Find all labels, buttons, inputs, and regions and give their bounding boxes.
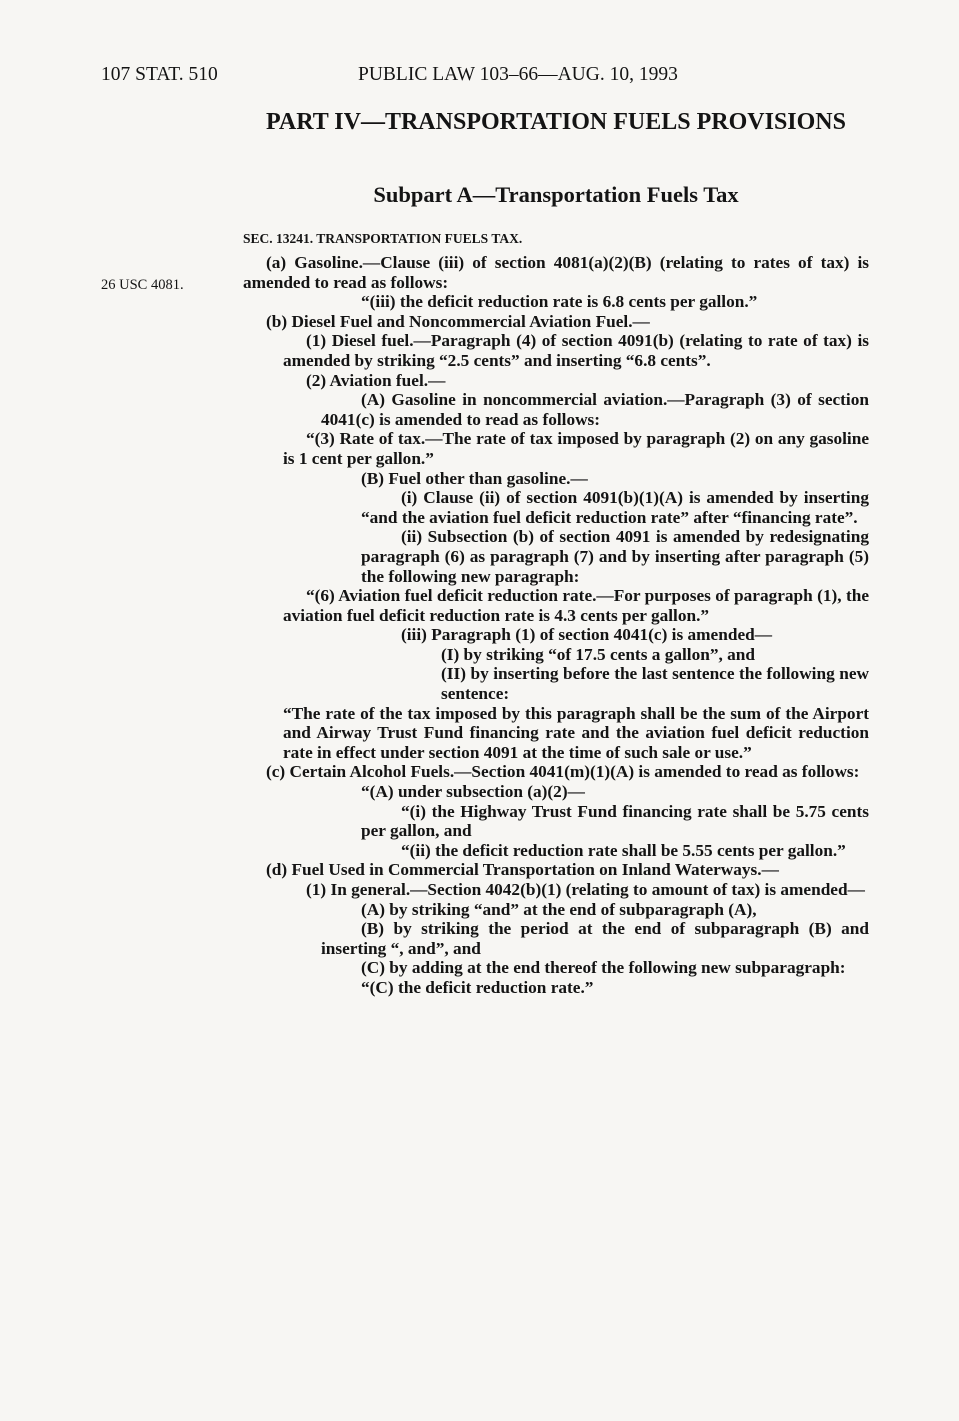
paragraph: “The rate of the tax imposed by this paragraph shall be the sum of the Airport and Airway Trust Fund financing rate and the aviation fuel deficit reduction rate in effect under section 4091 at the time of such sale or use.” [283,703,869,762]
paragraph: (A) Gasoline in noncommercial aviation.—Paragraph (3) of section 4041(c) is amended to read as follows: [321,390,869,429]
paragraph: (a) Gasoline.—Clause (iii) of section 4081(a)(2)(B) (relating to rates of tax) is amended to read as follows: [243,253,869,292]
paragraph: (C) by adding at the end thereof the following new subparagraph: [361,958,846,978]
paragraph: (II) by inserting before the last sentence the following new sentence: [441,664,869,704]
section-heading: SEC. 13241. TRANSPORTATION FUELS TAX. [243,231,523,246]
margin-citation: 26 USC 4081. [101,277,184,293]
subpart-title: Subpart A—Transportation Fuels Tax [373,182,739,207]
running-header: PUBLIC LAW 103–66—AUG. 10, 1993 [358,64,678,85]
paragraph: “(iii) the deficit reduction rate is 6.8 cents per gallon.” [361,292,758,312]
paragraph: (ii) Subsection (b) of section 4091 is amended by redesignating paragraph (6) as paragraph (7) and by inserting after paragraph (5) the following new paragraph: [361,527,869,586]
paragraph: “(i) the Highway Trust Fund financing rate shall be 5.75 cents per gallon, and [361,801,869,841]
paragraph: “(3) Rate of tax.—The rate of tax imposed by paragraph (2) on any gasoline is 1 cent per gallon.” [283,429,869,468]
part-title: PART IV—TRANSPORTATION FUELS PROVISIONS [266,109,846,135]
paragraph: “(ii) the deficit reduction rate shall be 5.55 cents per gallon.” [401,840,846,860]
paragraph: “(C) the deficit reduction rate.” [361,977,594,997]
paragraph: (c) Certain Alcohol Fuels.—Section 4041(m)(1)(A) is amended to read as follows: [266,762,860,782]
paragraph: (d) Fuel Used in Commercial Transportation on Inland Waterways.— [266,860,779,880]
paragraph: (B) by striking the period at the end of subparagraph (B) and inserting “, and”, and [321,919,869,958]
paragraph: (2) Aviation fuel.— [306,370,446,390]
paragraph: (b) Diesel Fuel and Noncommercial Aviation Fuel.— [266,311,650,331]
paragraph: (iii) Paragraph (1) of section 4041(c) is amended— [401,625,773,645]
paragraph: (i) Clause (ii) of section 4091(b)(1)(A) is amended by inserting “and the aviation fuel deficit reduction rate” after “financing rate”. [361,488,869,527]
paragraph: (1) In general.—Section 4042(b)(1) (relating to amount of tax) is amended— [306,880,865,899]
paragraph: “(6) Aviation fuel deficit reduction rate.—For purposes of paragraph (1), the aviation fuel deficit reduction rate is 4.3 cents per gallon.” [283,586,869,625]
statute-body [243,253,869,998]
paragraph: (1) Diesel fuel.—Paragraph (4) of section 4091(b) (relating to rate of tax) is amended by striking “2.5 cents” and inserting “6.8 cents”. [283,331,869,370]
page-stat-reference: 107 STAT. 510 [101,64,218,85]
paragraph: (I) by striking “of 17.5 cents a gallon”, and [441,644,755,664]
paragraph: (A) by striking “and” at the end of subparagraph (A), [361,899,757,919]
paragraph: (B) Fuel other than gasoline.— [361,468,588,488]
paragraph: “(A) under subsection (a)(2)— [361,782,585,802]
